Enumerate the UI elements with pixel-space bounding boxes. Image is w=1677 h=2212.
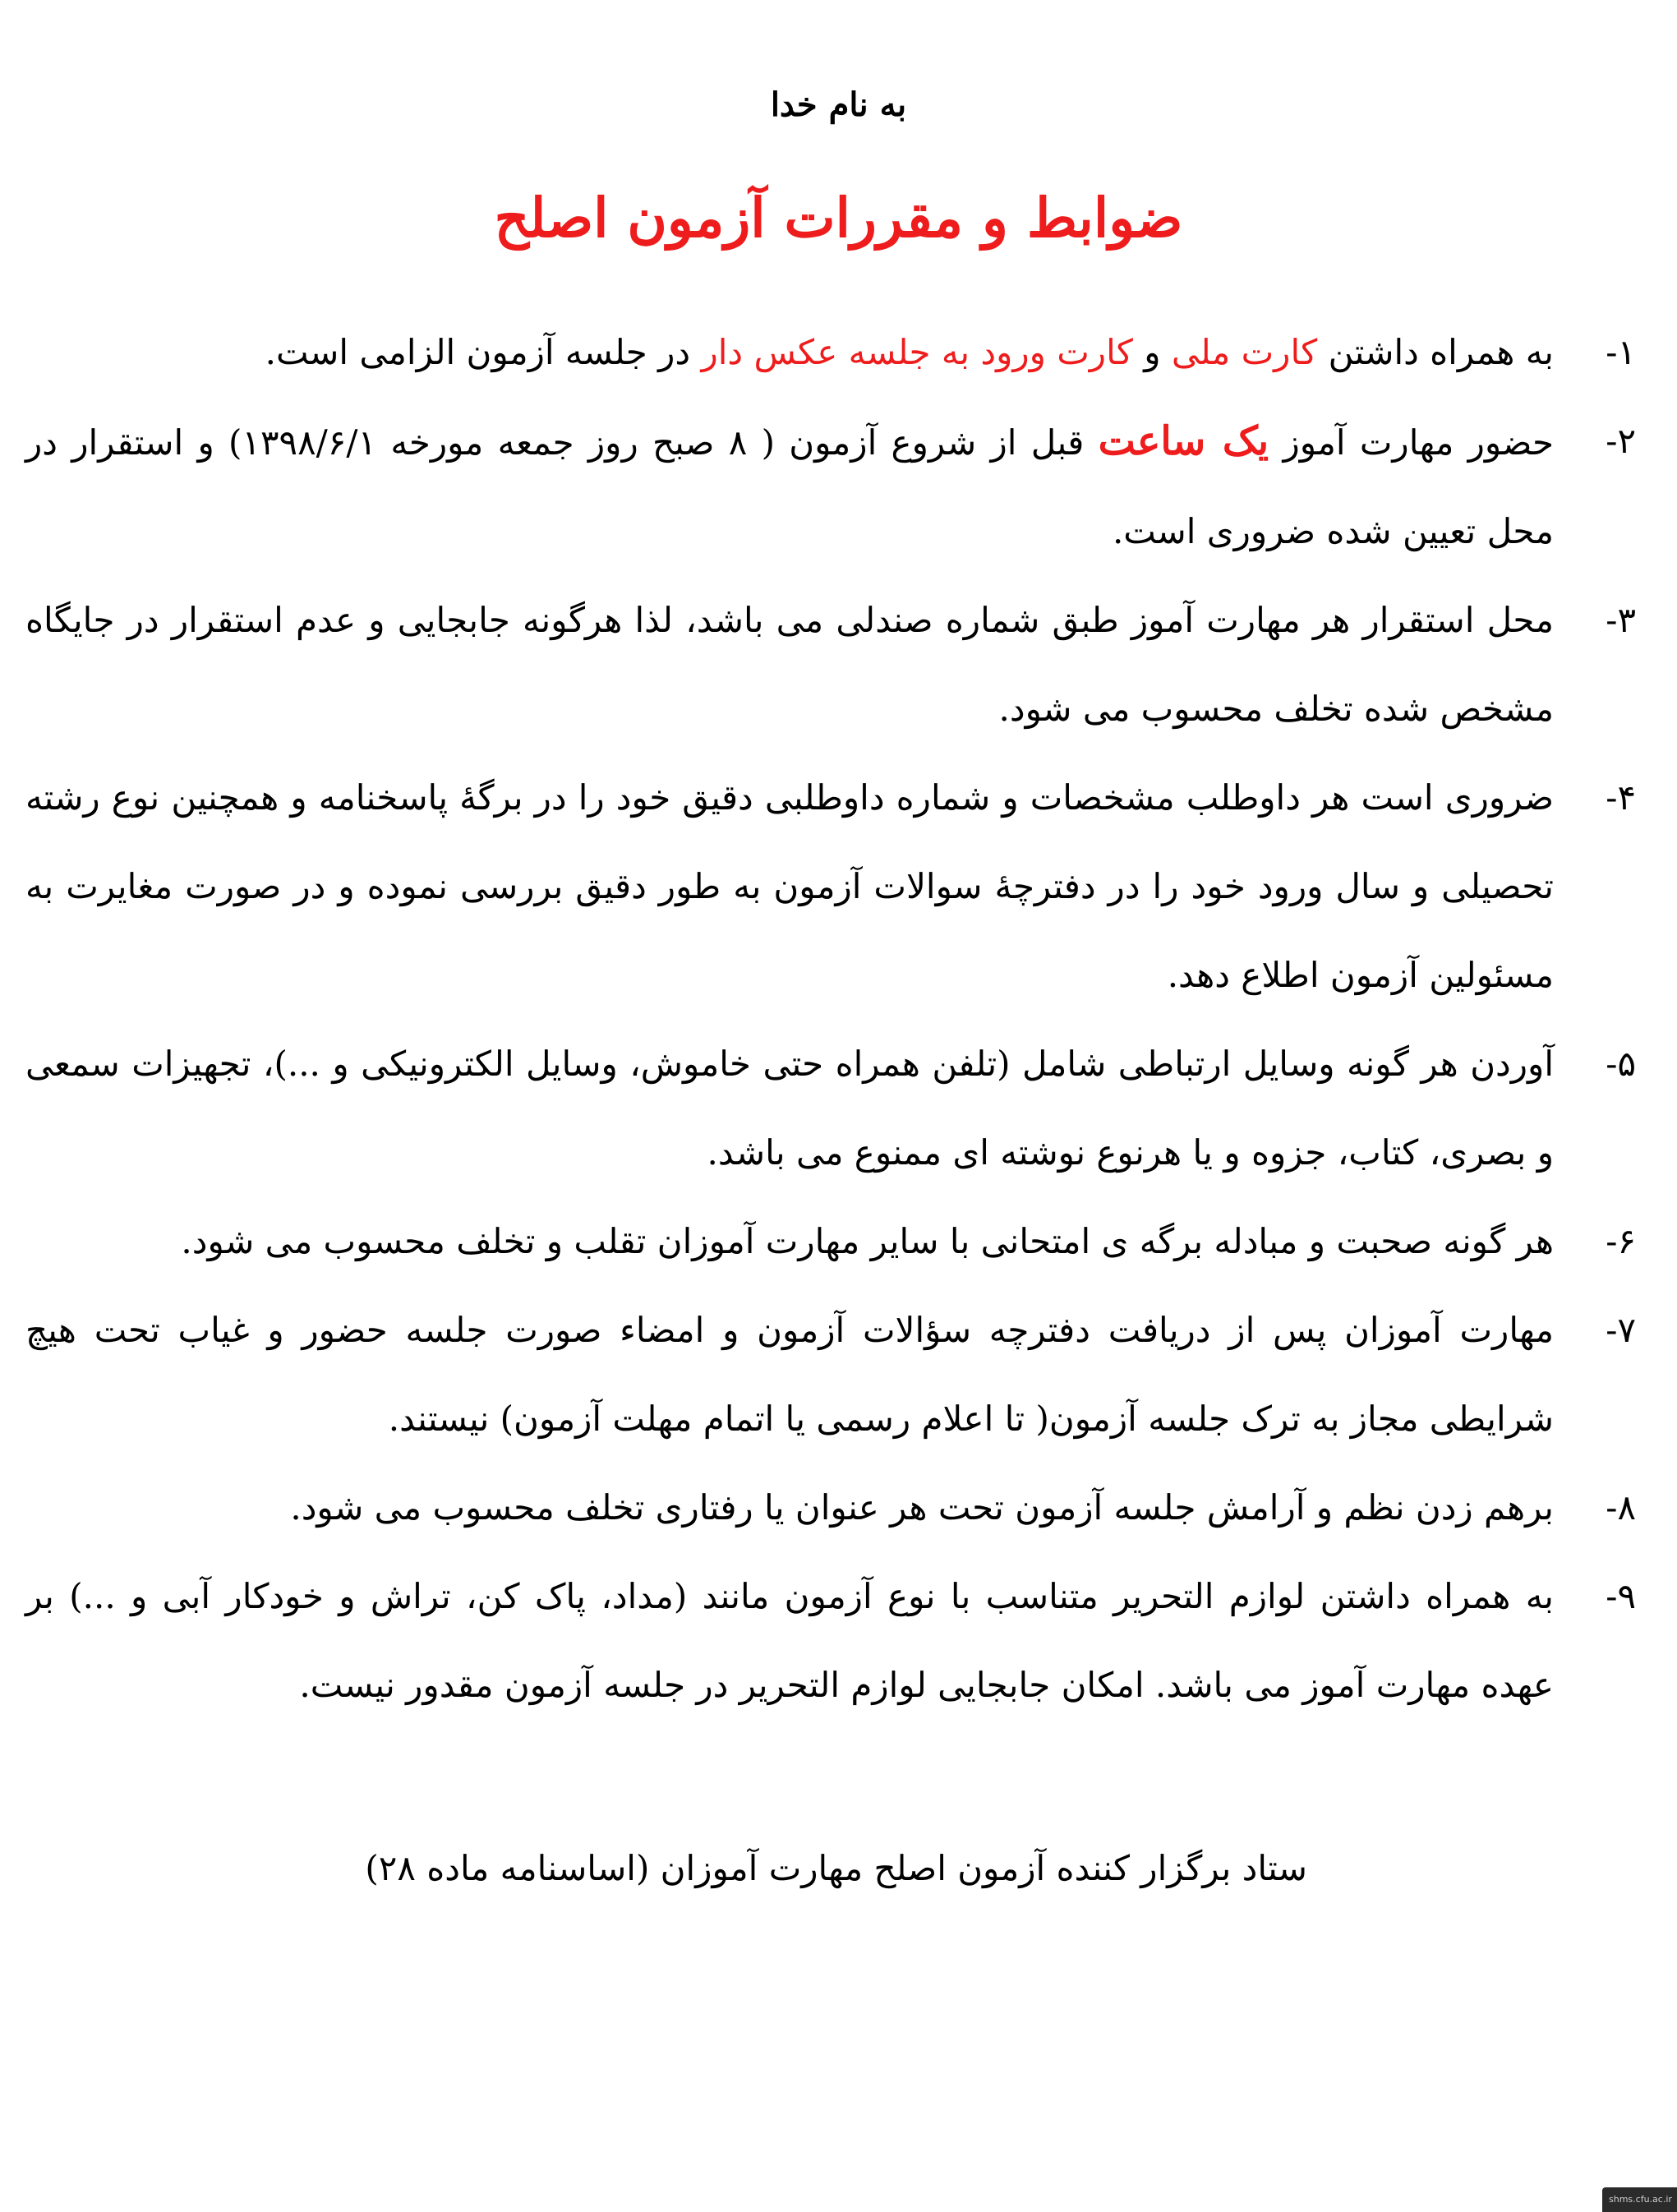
- bismillah-heading: به نام خدا: [770, 85, 907, 124]
- rule-text: مهارت آموزان پس از دریافت دفترچه سؤالات آزمون و امضاء صورت جلسه حضور و غیاب تحت هیچ شرایطی مجاز به ترک جلسه آزمون( تا اعلام رسمی یا اتمام مهلت آزمون) نیستند.: [25, 1310, 1554, 1439]
- site-watermark: [1602, 2187, 1677, 2212]
- rule-text: به همراه داشتن: [1317, 332, 1554, 372]
- rule-text: و: [1132, 332, 1172, 372]
- rule-item-2: [25, 397, 1636, 576]
- rule-text: به همراه داشتن لوازم التحریر متناسب با نوع آزمون مانند (مداد، پاک کن، تراش و خودکار آبی و ...) بر عهده مهارت آموز می باشد. امکان جابجایی لوازم التحریر در جلسه آزمون مقدور نیست.: [25, 1576, 1554, 1705]
- page-title: ضوابط و مقررات آزمون اصلح: [494, 186, 1183, 250]
- rule-number: ۳-: [1606, 600, 1636, 640]
- signature-line: ستاد برگزار کننده آزمون اصلح مهارت آموزان (اساسنامه ماده ۲۸): [365, 1848, 1307, 1888]
- rule-number: ۸-: [1606, 1487, 1636, 1528]
- rules-list: [25, 308, 1636, 1730]
- rule-number: ۲-: [1606, 421, 1636, 461]
- rule-text: محل استقرار هر مهارت آموز طبق شماره صندلی می باشد، لذا هرگونه جابجایی و عدم استقرار در جایگاه مشخص شده تخلف محسوب می شود.: [25, 600, 1554, 729]
- site-watermark-text: shms.cfu.ac.ir: [1609, 2194, 1672, 2205]
- rule-number: ۵-: [1606, 1044, 1636, 1084]
- rule-number: ۹-: [1606, 1576, 1636, 1616]
- rule-text: برهم زدن نظم و آرامش جلسه آزمون تحت هر عنوان یا رفتاری تخلف محسوب می شود.: [290, 1487, 1554, 1528]
- rule-text: در جلسه آزمون الزامی است.: [265, 332, 702, 372]
- rule-number: ۷-: [1606, 1310, 1636, 1350]
- rule-item-4: [25, 753, 1636, 1020]
- rule-text: ضروری است هر داوطلب مشخصات و شماره داوطلبی دقیق خود را در برگهٔ پاسخنامه و همچنین نوع رشته تحصیلی و سال ورود خود را در دفترچهٔ سوالات آزمون به طور دقیق بررسی نموده و در صورت مغایرت به مسئولین آزمون اطلاع دهد.: [25, 777, 1554, 995]
- rule-item-8: [25, 1463, 1636, 1552]
- rule-item-3: [25, 576, 1636, 753]
- rule-item-1: [25, 308, 1636, 397]
- rule-highlight-one-hour: یک ساعت: [1098, 418, 1269, 464]
- rule-number: ۶-: [1606, 1221, 1636, 1261]
- rule-item-6: [25, 1197, 1636, 1286]
- rule-item-9: [25, 1552, 1636, 1730]
- rule-text: هر گونه صحبت و مبادله برگه ی امتحانی با سایر مهارت آموزان تقلب و تخلف محسوب می شود.: [181, 1221, 1554, 1261]
- rule-item-7: [25, 1286, 1636, 1463]
- rule-text: آوردن هر گونه وسایل ارتباطی شامل (تلفن همراه حتی خاموش، وسایل الکترونیکی و ...)، تجهیزات سمعی و بصری، کتاب، جزوه و یا هرنوع نوشته ای ممنوع می باشد.: [25, 1044, 1554, 1173]
- rule-text: قبل از شروع آزمون ( ۸ صبح روز جمعه مورخه ۱۳۹۸/۶/۱) و استقرار در محل تعیین شده ضروری است.: [25, 422, 1554, 551]
- rule-highlight-national-card: کارت ملی: [1171, 332, 1318, 372]
- rule-number: ۴-: [1606, 777, 1636, 818]
- rule-text: حضور مهارت آموز: [1269, 422, 1554, 463]
- rule-number: ۱-: [1606, 332, 1636, 372]
- rule-highlight-entry-card: کارت ورود به جلسه عکس دار: [701, 332, 1133, 372]
- rule-item-5: [25, 1020, 1636, 1197]
